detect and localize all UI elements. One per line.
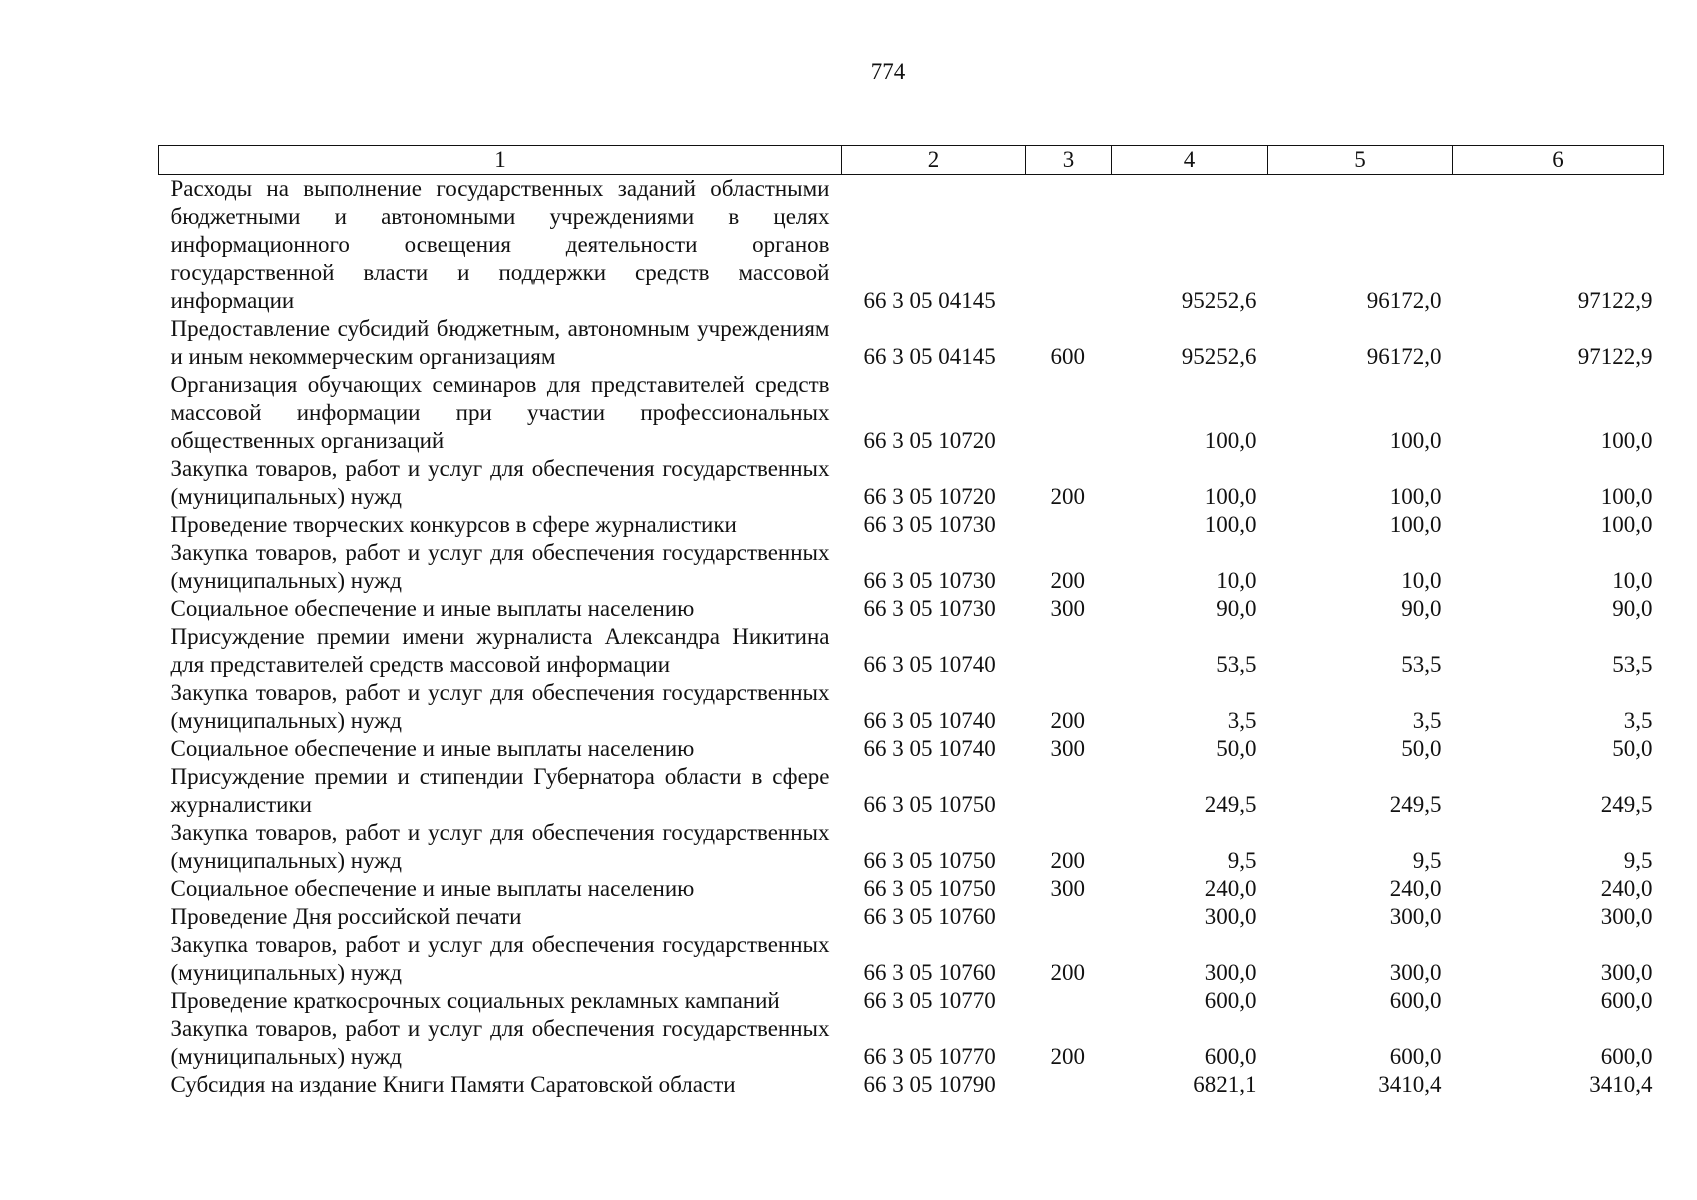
row-value-col6: 300,0 — [1600, 904, 1653, 929]
row-name: Социальное обеспечение и иные выплаты населению — [170, 876, 695, 901]
row-value-col4: 10,0 — [1216, 568, 1257, 593]
row-expense-type: 200 — [1050, 1044, 1085, 1069]
column-header-3: 3 — [1026, 146, 1112, 175]
row-value-col5: 10,0 — [1401, 568, 1442, 593]
row-value-col6: 249,5 — [1600, 792, 1653, 817]
table-row — [159, 315, 1664, 371]
row-name: Организация обучающих семинаров для представителей средств массовой информации при участии профессиональных общественных организаций — [170, 372, 830, 453]
row-value-col6: 100,0 — [1600, 484, 1653, 509]
row-expense-type — [1026, 763, 1112, 819]
row-expense-type — [1026, 623, 1112, 679]
row-expense-type: 200 — [1050, 484, 1085, 509]
table-row — [159, 875, 1664, 903]
table-row — [159, 455, 1664, 511]
row-code: 66 3 05 10760 — [863, 960, 996, 985]
row-value-col4: 100,0 — [1204, 428, 1257, 453]
row-code: 66 3 05 10730 — [863, 568, 996, 593]
row-expense-type: 200 — [1050, 848, 1085, 873]
row-value-col6: 600,0 — [1600, 988, 1653, 1013]
row-value-col4: 600,0 — [1204, 1044, 1257, 1069]
table-row — [159, 903, 1664, 931]
row-name: Закупка товаров, работ и услуг для обеспечения государственных (муниципальных) нужд — [170, 1016, 830, 1069]
row-value-col6: 300,0 — [1600, 960, 1653, 985]
row-code: 66 3 05 10720 — [863, 484, 996, 509]
row-name: Закупка товаров, работ и услуг для обеспечения государственных (муниципальных) нужд — [170, 680, 830, 733]
row-value-col4: 300,0 — [1204, 904, 1257, 929]
row-name: Закупка товаров, работ и услуг для обеспечения государственных (муниципальных) нужд — [170, 820, 830, 873]
table-header — [159, 146, 1664, 175]
table-row — [159, 679, 1664, 735]
row-value-col5: 600,0 — [1389, 988, 1442, 1013]
row-value-col5: 96172,0 — [1366, 288, 1442, 313]
row-code: 66 3 05 10730 — [863, 596, 996, 621]
row-name: Субсидия на издание Книги Памяти Саратовской области — [170, 1072, 736, 1097]
row-code: 66 3 05 04145 — [863, 288, 996, 313]
row-value-col4: 249,5 — [1204, 792, 1257, 817]
row-value-col5: 3,5 — [1412, 708, 1442, 733]
row-value-col6: 100,0 — [1600, 512, 1653, 537]
row-value-col4: 100,0 — [1204, 484, 1257, 509]
row-name: Закупка товаров, работ и услуг для обеспечения государственных (муниципальных) нужд — [170, 932, 830, 985]
row-value-col6: 53,5 — [1612, 652, 1653, 677]
row-value-col5: 600,0 — [1389, 1044, 1442, 1069]
row-code: 66 3 05 10730 — [863, 512, 996, 537]
row-value-col6: 97122,9 — [1577, 288, 1653, 313]
table-row — [159, 819, 1664, 875]
row-value-col6: 100,0 — [1600, 428, 1653, 453]
table-row — [159, 623, 1664, 679]
row-name: Проведение творческих конкурсов в сфере журналистики — [170, 512, 737, 537]
row-value-col5: 100,0 — [1389, 428, 1442, 453]
row-expense-type: 600 — [1050, 344, 1085, 369]
column-header-5: 5 — [1268, 146, 1453, 175]
row-expense-type — [1026, 175, 1112, 316]
row-value-col5: 3410,4 — [1378, 1072, 1442, 1097]
row-value-col6: 9,5 — [1623, 848, 1653, 873]
row-value-col6: 50,0 — [1612, 736, 1653, 761]
row-value-col5: 300,0 — [1389, 960, 1442, 985]
row-value-col6: 97122,9 — [1577, 344, 1653, 369]
table-row — [159, 987, 1664, 1015]
table-body — [159, 175, 1664, 1100]
table-row — [159, 595, 1664, 623]
row-value-col6: 3410,4 — [1589, 1072, 1653, 1097]
table-row — [159, 539, 1664, 595]
row-name: Проведение краткосрочных социальных рекламных кампаний — [170, 988, 780, 1013]
row-value-col4: 53,5 — [1216, 652, 1257, 677]
row-code: 66 3 05 10750 — [863, 792, 996, 817]
row-code: 66 3 05 10750 — [863, 876, 996, 901]
row-expense-type: 300 — [1050, 736, 1085, 761]
row-expense-type: 300 — [1050, 876, 1085, 901]
row-code: 66 3 05 10770 — [863, 1044, 996, 1069]
column-header-4: 4 — [1112, 146, 1268, 175]
column-header-2: 2 — [842, 146, 1026, 175]
row-name: Социальное обеспечение и иные выплаты населению — [170, 736, 695, 761]
row-value-col6: 10,0 — [1612, 568, 1653, 593]
row-code: 66 3 05 10740 — [863, 736, 996, 761]
row-value-col5: 249,5 — [1389, 792, 1442, 817]
row-code: 66 3 05 10750 — [863, 848, 996, 873]
row-value-col4: 600,0 — [1204, 988, 1257, 1013]
row-value-col4: 6821,1 — [1193, 1072, 1257, 1097]
table-row — [159, 735, 1664, 763]
row-value-col4: 95252,6 — [1181, 344, 1257, 369]
row-code: 66 3 05 10760 — [863, 904, 996, 929]
row-value-col5: 240,0 — [1389, 876, 1442, 901]
table-row — [159, 1015, 1664, 1071]
row-name: Присуждение премии и стипендии Губернатора области в сфере журналистики — [170, 764, 830, 817]
column-header-6: 6 — [1453, 146, 1664, 175]
row-expense-type — [1026, 987, 1112, 1015]
table-row — [159, 175, 1664, 316]
row-name: Проведение Дня российской печати — [170, 904, 522, 929]
table-row — [159, 1071, 1664, 1099]
row-expense-type: 200 — [1050, 960, 1085, 985]
row-code: 66 3 05 10740 — [863, 652, 996, 677]
row-value-col4: 95252,6 — [1181, 288, 1257, 313]
page-number: 774 — [870, 59, 906, 84]
row-name: Предоставление субсидий бюджетным, автономным учреждениям и иным некоммерческим организациям — [170, 316, 830, 369]
table-row — [159, 931, 1664, 987]
row-value-col5: 100,0 — [1389, 512, 1442, 537]
row-value-col4: 90,0 — [1216, 596, 1257, 621]
row-value-col5: 9,5 — [1412, 848, 1442, 873]
row-code: 66 3 05 10770 — [863, 988, 996, 1013]
row-name: Закупка товаров, работ и услуг для обеспечения государственных (муниципальных) нужд — [170, 456, 830, 509]
row-name: Социальное обеспечение и иные выплаты населению — [170, 596, 695, 621]
row-value-col4: 100,0 — [1204, 512, 1257, 537]
row-value-col4: 50,0 — [1216, 736, 1257, 761]
row-value-col6: 3,5 — [1623, 708, 1653, 733]
row-value-col4: 300,0 — [1204, 960, 1257, 985]
row-name: Присуждение премии имени журналиста Александра Никитина для представителей средств массовой информации — [170, 624, 830, 677]
row-expense-type: 200 — [1050, 708, 1085, 733]
row-value-col5: 96172,0 — [1366, 344, 1442, 369]
row-expense-type: 300 — [1050, 596, 1085, 621]
table-row — [159, 371, 1664, 455]
row-code: 66 3 05 10740 — [863, 708, 996, 733]
row-value-col4: 240,0 — [1204, 876, 1257, 901]
row-value-col6: 600,0 — [1600, 1044, 1653, 1069]
row-code: 66 3 05 10720 — [863, 428, 996, 453]
row-expense-type — [1026, 511, 1112, 539]
row-expense-type — [1026, 1071, 1112, 1099]
row-code: 66 3 05 10790 — [863, 1072, 996, 1097]
table-row — [159, 763, 1664, 819]
row-value-col5: 100,0 — [1389, 484, 1442, 509]
row-value-col4: 9,5 — [1227, 848, 1257, 873]
column-header-1: 1 — [159, 146, 842, 175]
row-value-col6: 90,0 — [1612, 596, 1653, 621]
row-value-col5: 300,0 — [1389, 904, 1442, 929]
row-value-col5: 53,5 — [1401, 652, 1442, 677]
row-expense-type — [1026, 371, 1112, 455]
row-value-col4: 3,5 — [1227, 708, 1257, 733]
row-value-col5: 50,0 — [1401, 736, 1442, 761]
row-code: 66 3 05 04145 — [863, 344, 996, 369]
row-name: Закупка товаров, работ и услуг для обеспечения государственных (муниципальных) нужд — [170, 540, 830, 593]
row-expense-type: 200 — [1050, 568, 1085, 593]
row-name: Расходы на выполнение государственных заданий областными бюджетными и автономными учреждениями в целях информационного освещения деятельности органов государственной власти и поддержки средств массовой информации — [170, 176, 830, 313]
row-value-col5: 90,0 — [1401, 596, 1442, 621]
table-row — [159, 511, 1664, 539]
row-expense-type — [1026, 903, 1112, 931]
row-value-col6: 240,0 — [1600, 876, 1653, 901]
header-row — [159, 146, 1664, 175]
budget-table — [158, 145, 1664, 1099]
